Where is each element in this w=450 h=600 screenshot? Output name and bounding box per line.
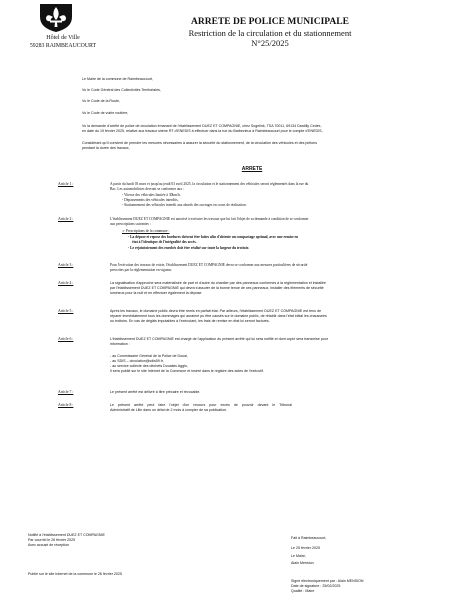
fleur-de-lis-icon [38, 3, 74, 33]
article-5-line3: ou trottoirs. En cas de dégâts imputables à l'exécutant, les frais de remise en état lui seront facturés. [110, 319, 270, 323]
vu-demande-line1: Vu la demande d'arrêté de police de circulation émanant de l'établissement DUEZ ET COMPAGNIE, chez Sogelink, TSA 70011, 69134 Dardilly Cedex, [82, 124, 322, 128]
signature-name: Alain Mension [291, 561, 314, 565]
article-6-dest-sdis: - au SDIS – circulation@sdis59.fr, [110, 359, 164, 363]
article-1-line2: Bac. Les automobilistes devront se conformer aux : [110, 187, 185, 191]
article-2-line2: aux prescriptions suivantes : [110, 222, 151, 226]
article-6-publication: Il sera publié sur le site Internet de la Commune et inséré dans le registre des actes de l'exécutif. [110, 369, 264, 373]
article-1-bullet-overtake: - Dépassements des véhicules interdits, [122, 198, 179, 202]
article-4-line3: lumineux pour la nuit et en effectuer également la dépose. [110, 291, 203, 295]
article-7-label: Article 7 : [58, 390, 74, 394]
town-address [18, 35, 108, 50]
article-6-label: Article 6 : [58, 337, 74, 341]
article-1-bullet-parking: - Stationnement des véhicules interdit aux abords des ouvrages en cours de réalisation. [122, 203, 247, 207]
article-4-line2: par l'établissement DUEZ ET COMPAGNIE qui devra s'assurer de la bonne tenue de ces panneaux, installer des éléments de sécurité [110, 286, 324, 290]
article-1-line1: A partir du lundi 03 mars et jusqu'au jeudi 03 avril 2025, la circulation et le stationnement des véhicules seront réglementés dans la rue du [110, 182, 309, 186]
document-subtitle: Restriction de la circulation et du stationnement [188, 28, 352, 38]
article-2-line1: L'établissement DUEZ ET COMPAGNIE est autorisé à exécuter les travaux que ​lui fait l'objet de sa demande à condition de se conformer [110, 217, 309, 221]
article-2-prescriptions-heading: ➢ Prescriptions de la commune : [122, 229, 170, 233]
document-title-block [150, 17, 390, 48]
article-6-dest-collecte: - au service collecte des déchets Douaisis Agglo, [110, 364, 188, 368]
article-8-line1: Le présent arrêté peut faire l'objet d'un recours pour excès de pouvoir devant le Tribunal [110, 403, 292, 407]
vu-code-voirie: Vu le Code de voirie routière, [82, 111, 129, 115]
article-6-line1: L'établissement DUEZ ET COMPAGNIE est chargé de l'application du présent arrêté qui lui sera notifié et dont copie sera transmise pour [110, 337, 328, 341]
e-signature-date: Date de signature : 25/02/2025 [291, 584, 341, 588]
document-title: ARRETE DE POLICE MUNICIPALE [191, 17, 349, 27]
notification-line3: Avec accusé de réception [28, 543, 70, 547]
mayor-line: Le Maire de la commune de Raimbeaucourt, [82, 77, 153, 81]
considerant-line1: Considérant qu'il convient de prendre les mesures nécessaires à assurer la sécurité du stationnement, de la circulation des véhicules et des piétons [82, 141, 318, 145]
article-4-label: Article 4 : [58, 281, 74, 285]
considerant-line2: pendant la durée des travaux, [82, 146, 130, 150]
arrete-heading: ARRETE [241, 166, 263, 172]
article-8-line2: Administratif de Lille dans un délai de 2 mois à compter de sa publication. [110, 408, 228, 412]
signature-role: Le Maire, [291, 554, 306, 558]
article-5-line1: Après les travaux, le domaine public devra être remis en parfait état. Par ailleurs, l'établissement DUEZ ET COMPAGNIE est tenu de [110, 309, 322, 313]
publication-notice: Publié sur le site Internet de la commune le 26 février 2025 [28, 572, 122, 576]
town-postcode-line: 59283 RAIMBEAUCOURT [29, 42, 97, 49]
article-6-dest-police: - au Commissaire Général de la Police de Douai, [110, 354, 188, 358]
article-5-label: Article 5 : [58, 309, 74, 313]
article-3-label: Article 3 : [58, 263, 74, 267]
vu-demande-line2: en date du 19 février 2025, relative aux travaux sirène RT d'ENEDIS à effectuer dans la rue du Barbezieux à Raimbeaucourt pour le compte d'ENEDIS, [82, 129, 323, 133]
article-4-line1: La signalisation d'approche sera matérialisée de part et d'autre du chantier par des panneaux conformes à la réglementation et installée [110, 281, 326, 285]
article-8-label: Article 8 : [58, 403, 74, 407]
article-5-line2: réparer immédiatement tous les dommages qui auraient pu être causés sur le domaine public, de rétablir dans l'état initial les chaussées [110, 314, 327, 318]
signature-place: Fait à Raimbeaucourt, [291, 536, 327, 540]
article-2-prescription-bordures: - La dépose et repose des bordures doivent être faites afin d'obtenir un compactage optimal, avec une remise en [128, 235, 299, 239]
article-1-label: Article 1 : [58, 182, 74, 186]
article-3-line1: Pour l'exécution des travaux de voirie, l'établissement DUEZ ET COMPAGNIE devra se conformer aux mesures particulières de sécurité [110, 263, 308, 267]
e-signature-role: Qualité : Maire [291, 589, 315, 593]
article-2-prescription-bordures-cont: état à l'identique de l'intégralité des accès. [132, 240, 197, 244]
article-3-line2: prescrites par la réglementation en vigueur. [110, 268, 173, 272]
article-1-bullet-speed: - Vitesse des véhicules limitée à 30km/h, [122, 193, 181, 197]
article-2-label: Article 2 : [58, 217, 74, 221]
document-number: N°25/2025 [251, 38, 289, 48]
town-crest-logo [38, 3, 74, 33]
article-2-prescription-enrobes: - Le rejointoiement des enrobés doit être réalisé sur toute la largeur du trottoir. [128, 246, 249, 250]
notification-line2: Par courriel le 26 février 2025 [28, 538, 76, 542]
vu-cgct: Vu le Code Général des Collectivités Territoriales, [82, 88, 161, 92]
article-6-line2: information : [110, 342, 130, 346]
vu-code-route: Vu le Code de la Route, [82, 99, 121, 103]
article-7-line1: Le présent arrêté est délivré à titre précaire et révocable. [110, 390, 201, 394]
signature-date: Le 25 février 2025 [291, 546, 320, 550]
e-signature-signer: Signé électroniquement par : Alain MENSION [291, 579, 364, 583]
notification-line1: Notifié à l'établissement DUEZ ET COMPAGNIE [28, 533, 105, 537]
town-hall-line: Hôtel de Ville [46, 35, 80, 41]
